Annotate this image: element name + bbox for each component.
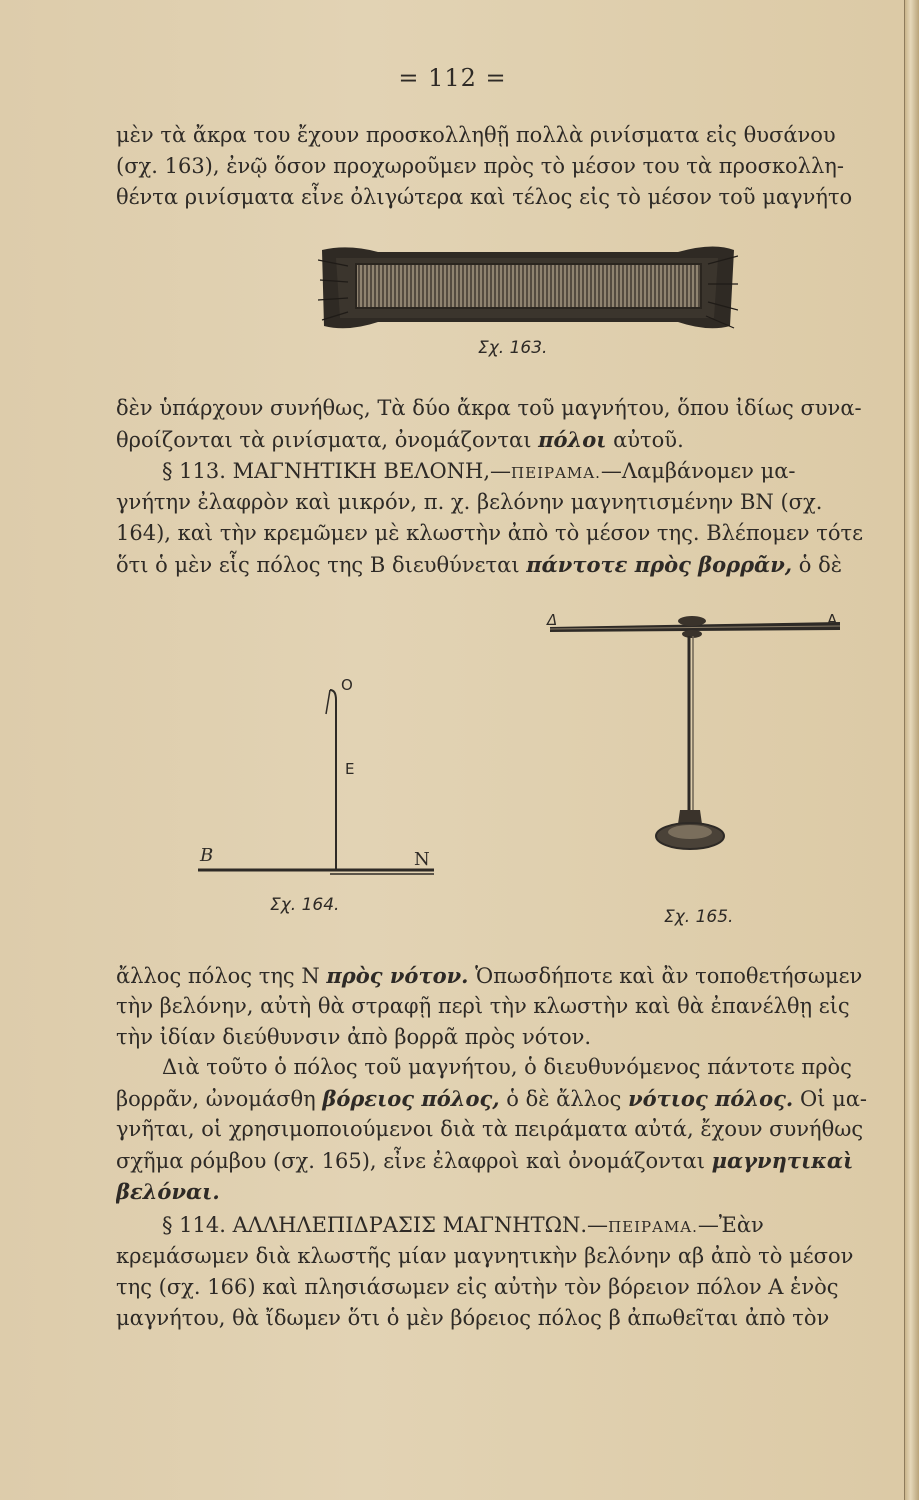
label-A: A xyxy=(827,611,838,629)
paragraph-2 xyxy=(116,393,906,455)
section-number: § 113. xyxy=(162,459,226,483)
figure-165-needle-on-stand xyxy=(540,610,850,870)
term-north-pole: βόρειος πόλος, xyxy=(322,1086,500,1111)
text-line: σχῆμα ρόμβου (σχ. 165), εἶνε ἐλαφροὶ καὶ ὀνομάζονται μαγνητικαὶ xyxy=(116,1148,854,1173)
text-line: δὲν ὑπάρχουν συνήθως, Τὰ δύο ἄκρα τοῦ μαγνήτου, ὅπου ἰδίως συνα- xyxy=(116,396,862,420)
figure-164-caption: Σχ. 164. xyxy=(270,895,340,915)
text-line: γνῆται, οἱ χρησιμοποιούμενοι διὰ τὰ πειράματα αὐτά, ἔχουν συνήθως xyxy=(116,1117,864,1141)
text-line: θροίζονται τὰ ρινίσματα, ὀνομάζονται πόλοι αὐτοῦ. xyxy=(116,427,684,452)
label-B: B xyxy=(200,845,214,866)
figure-165-caption: Σχ. 165. xyxy=(664,907,734,927)
label-Delta: Δ xyxy=(547,611,558,629)
term-poles: πόλοι xyxy=(538,427,607,452)
text-line: ἄλλος πόλος της Ν πρὸς νότον. Ὁπωσδήποτε καὶ ἂν τοποθετήσωμεν xyxy=(116,963,863,988)
text-line: τὴν ἰδίαν διεύθυνσιν ἀπὸ βορρᾶ πρὸς νότον. xyxy=(116,1025,592,1049)
figure-163-caption: Σχ. 163. xyxy=(478,338,548,358)
label-N: N xyxy=(414,849,430,870)
term-south: πρὸς νότον. xyxy=(326,963,469,988)
text-line: 164), καὶ τὴν κρεμῶμεν μὲ κλωστὴν ἀπὸ τὸ μέσον της. Βλέπομεν τότε xyxy=(116,521,863,545)
text-line: θέντα ρινίσματα εἶνε ὀλιγώτερα καὶ τέλος εἰς τὸ μέσον τοῦ μαγνήτο xyxy=(116,185,853,209)
text-line: (σχ. 163), ἐνῷ ὅσον προχωροῦμεν πρὸς τὸ μέσον του τὰ προσκολλη- xyxy=(116,154,844,178)
section-heading: § 113. ΜΑΓΝΗΤΙΚΗ ΒΕΛΟΝΗ,—ΠΕΙΡΑΜΑ.—Λαμβάνομεν μα- xyxy=(162,459,796,483)
paragraph-1 xyxy=(116,120,906,213)
text-line: γνήτην ἐλαφρὸν καὶ μικρόν, π. χ. βελόνην μαγνητισμένην ΒΝ (σχ. xyxy=(116,490,823,514)
term-always-north: πάντοτε πρὸς βορρᾶν, xyxy=(526,552,793,577)
term-magnetic: μαγνητικαὶ xyxy=(711,1148,854,1173)
paragraph-4 xyxy=(116,1052,906,1207)
page-number: = 112 = xyxy=(398,64,507,92)
text-line: Διὰ τοῦτο ὁ πόλος τοῦ μαγνήτου, ὁ διευθυνόμενος πάντοτε πρὸς xyxy=(162,1055,852,1079)
text-line: κρεμάσωμεν διὰ κλωστῆς μίαν μαγνητικὴν βελόνην αβ ἀπὸ τὸ μέσον xyxy=(116,1244,854,1268)
paragraph-3 xyxy=(116,960,906,1053)
label-E: E xyxy=(345,760,355,778)
section-title: ΜΑΓΝΗΤΙΚΗ ΒΕΛΟΝΗ,— xyxy=(232,459,512,483)
term-south-pole: νότιος πόλος. xyxy=(628,1086,794,1111)
figure-163-magnet-filings xyxy=(318,240,738,335)
section-heading: § 114. ΑΛΛΗΛΕΠΙΔΡΑΣΙΣ ΜΑΓΝΗΤΩΝ.—ΠΕΙΡΑΜΑ.—Ἐὰν xyxy=(162,1213,764,1237)
text-line: τὴν βελόνην, αὐτὴ θὰ στραφῇ περὶ τὴν κλωστὴν καὶ θὰ ἐπανέλθῃ εἰς xyxy=(116,994,850,1018)
page-edge xyxy=(904,0,919,1500)
label-O: O xyxy=(341,676,353,694)
section-114 xyxy=(116,1210,906,1334)
text-line: μὲν τὰ ἄκρα του ἔχουν προσκολληθῇ πολλὰ ρινίσματα εἰς θυσάνου xyxy=(116,123,836,147)
experiment-label: ΠΕΙΡΑΜΑ. xyxy=(511,464,601,482)
experiment-label: ΠΕΙΡΑΜΑ. xyxy=(608,1218,698,1236)
text-line: μαγνήτου, θὰ ἴδωμεν ὅτι ὁ μὲν βόρειος πόλος β ἀπωθεῖται ἀπὸ τὸν xyxy=(116,1306,830,1330)
text-line: ὅτι ὁ μὲν εἷς πόλος της Β διευθύνεται πάντοτε πρὸς βορρᾶν, ὁ δὲ xyxy=(116,552,843,577)
text-line: της (σχ. 166) καὶ πλησιάσωμεν εἰς αὐτὴν τὸν βόρειον πόλον Α ἑνὸς xyxy=(116,1275,839,1299)
section-title: ΑΛΛΗΛΕΠΙΔΡΑΣΙΣ ΜΑΓΝΗΤΩΝ.— xyxy=(232,1213,609,1237)
text-line xyxy=(116,1176,906,1207)
section-113 xyxy=(116,456,906,580)
section-number: § 114. xyxy=(162,1213,226,1237)
figure-164-hanging-needle xyxy=(190,670,440,890)
text-line: βορρᾶν, ὠνομάσθη βόρειος πόλος, ὁ δὲ ἄλλος νότιος πόλος. Οἱ μα- xyxy=(116,1086,867,1111)
term-needles: βελόναι. xyxy=(116,1179,220,1204)
